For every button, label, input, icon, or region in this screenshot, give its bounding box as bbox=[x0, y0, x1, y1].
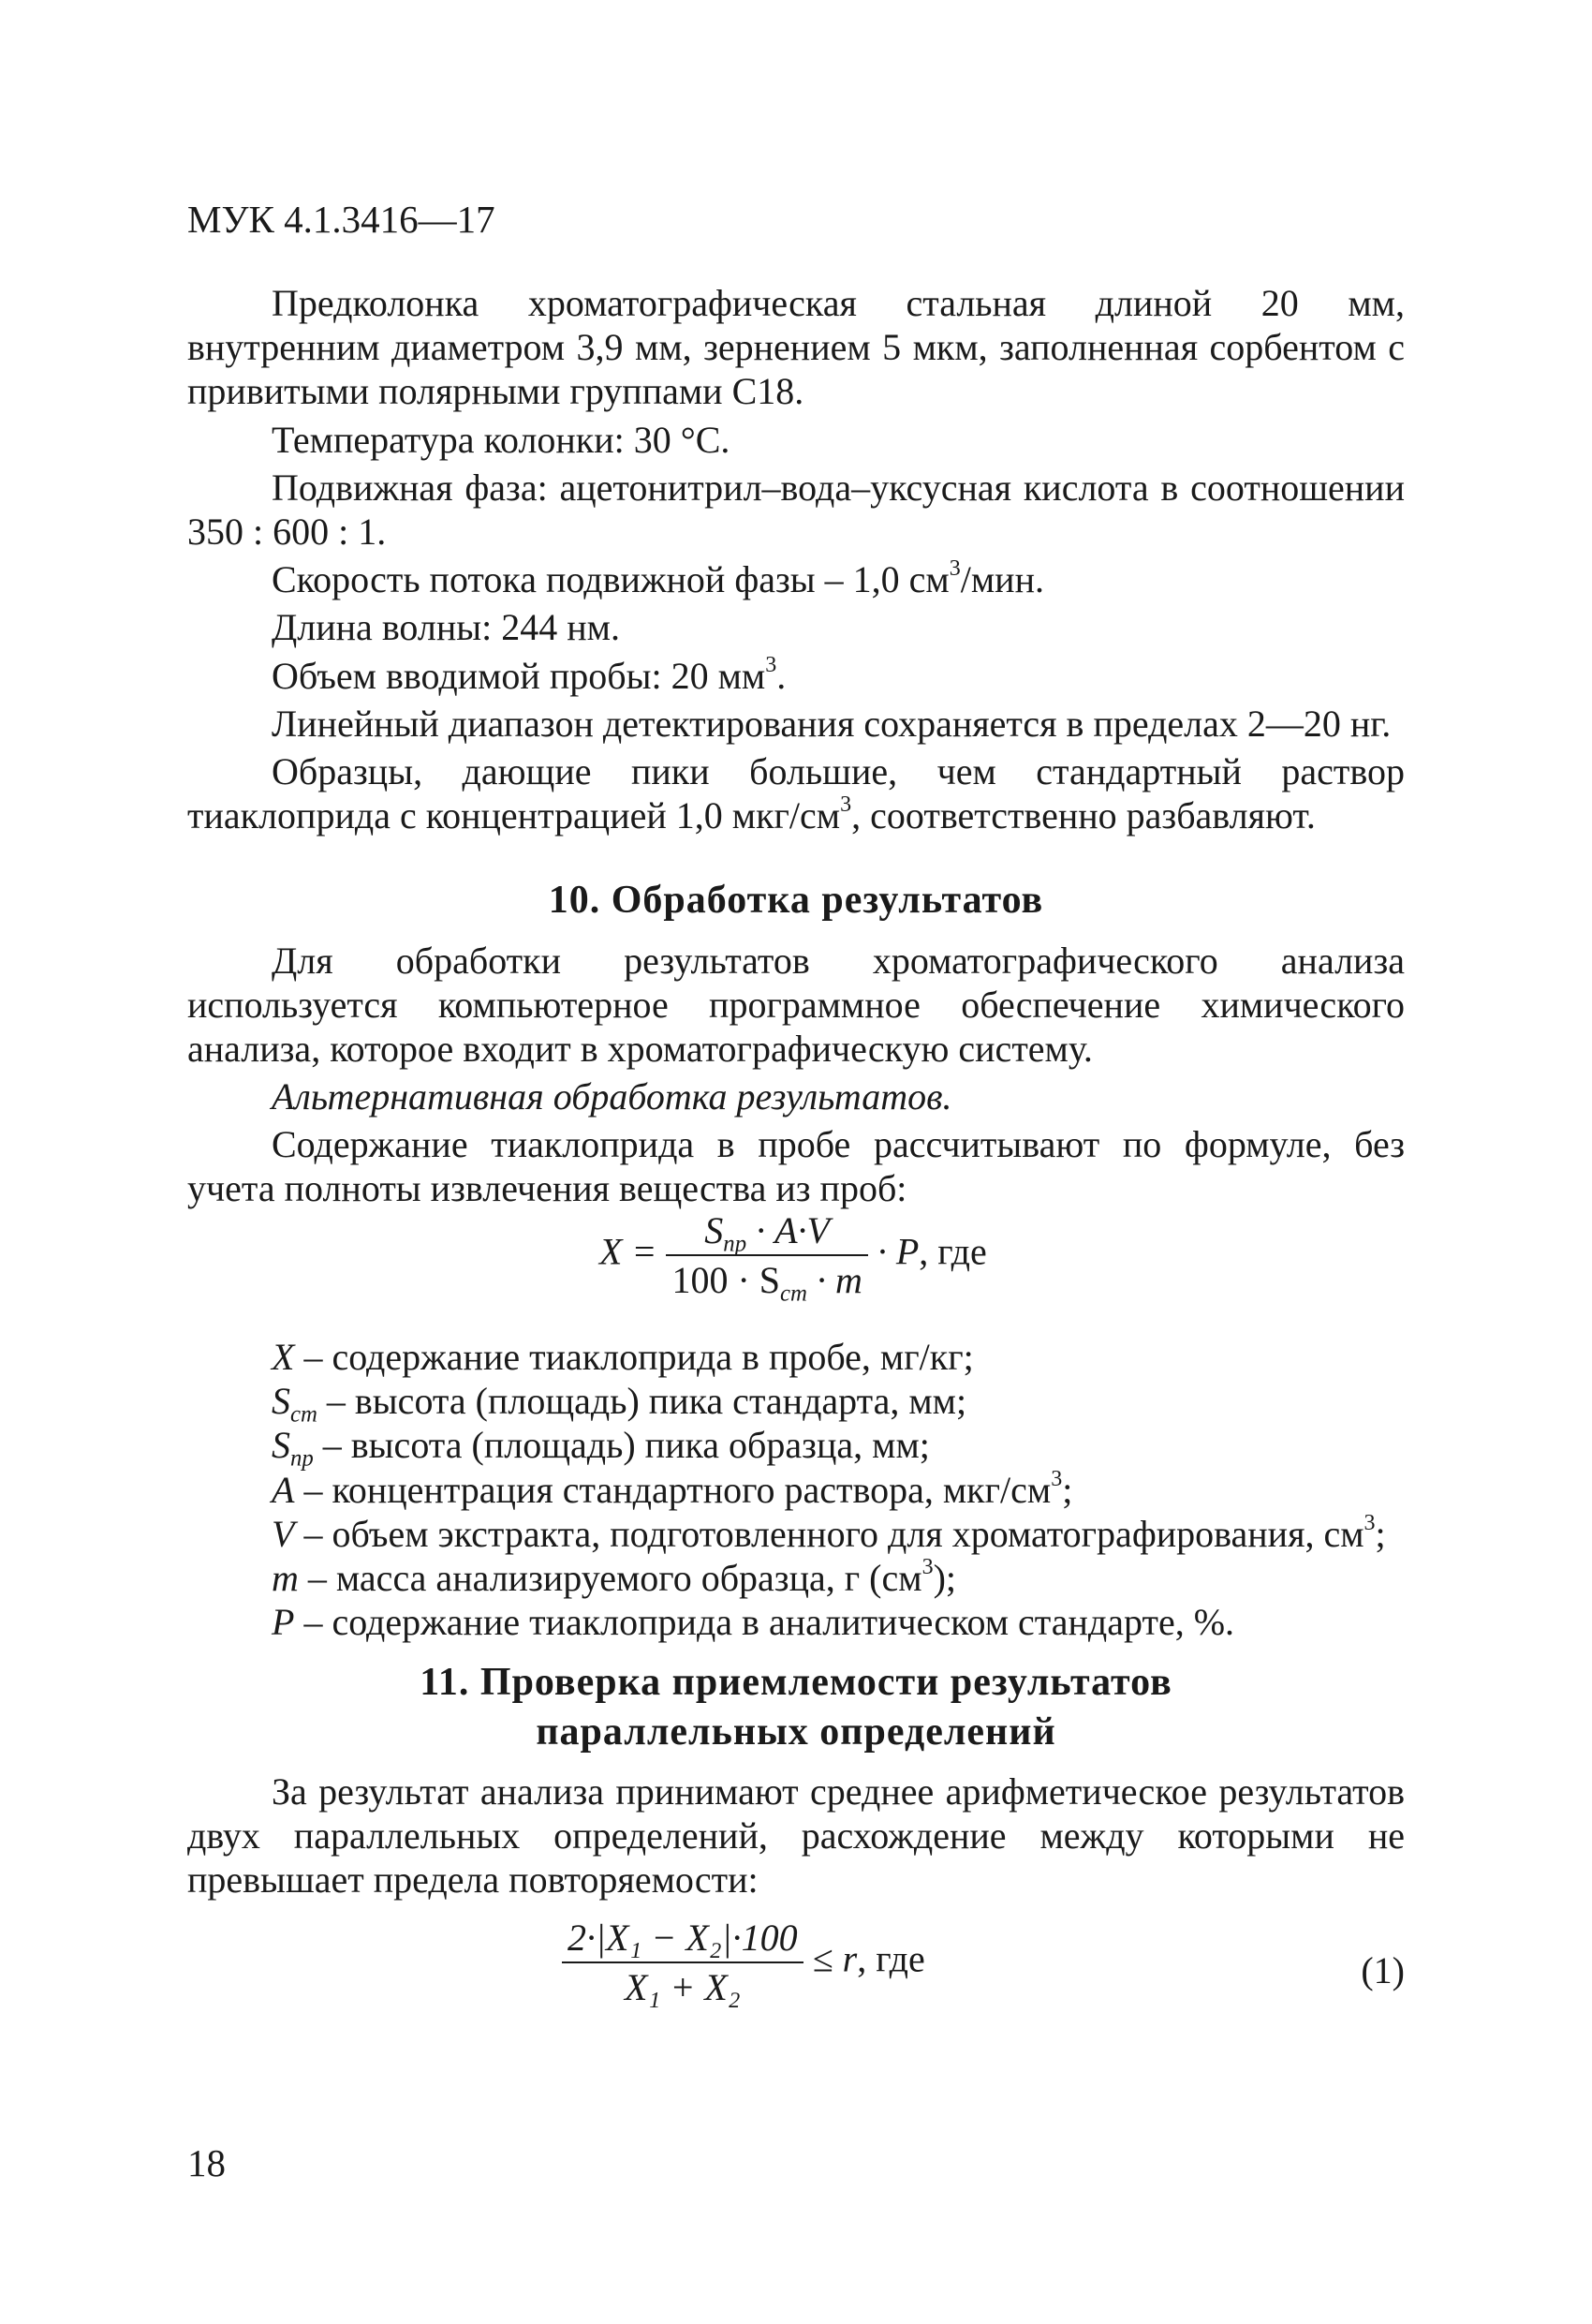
definition-v: V – объем экстракта, подготовленного для хроматографирования, $см^3$; bbox=[272, 1510, 1386, 1555]
formula-lhs: X = bbox=[599, 1230, 657, 1273]
repeatability-denominator: X₁ + X₂ bbox=[625, 1966, 741, 2009]
definitions-list bbox=[187, 1335, 1405, 1644]
formula-intro-paragraph: Содержание тиаклоприда в пробе рассчитывают по формуле, без учета полноты извлечения вещества из проб: bbox=[187, 1123, 1405, 1210]
content-formula bbox=[599, 1208, 1161, 1330]
linear-range: Линейный диапазон детектирования сохраняется в пределах 2—20 нг. bbox=[272, 702, 1392, 745]
definition-s-st: $S_{ст}$ – высота (площадь) пика стандарта, мм; bbox=[272, 1380, 967, 1428]
repeatability-rhs: ≤ r bbox=[812, 1937, 858, 1980]
repeatability-numerator: 2·|X₁ − X₂|·100 bbox=[562, 1916, 803, 1963]
page-number: 18 bbox=[187, 2141, 226, 2184]
dilution-paragraph: Образцы, дающие пики большие, чем стандартный раствор тиаклоприда с концентрацией 1,0 мкг/$см^3$, соответственно разбавляют. bbox=[187, 749, 1405, 837]
formula-fraction bbox=[666, 1208, 867, 1307]
flow-rate: Скорость потока подвижной фазы – 1,0 $см^3$/мин. bbox=[272, 556, 1044, 601]
section-10-paragraph: Для обработки результатов хроматографического анализа используется компьютерное программное обеспечение химического анализа, которое входит в хроматографическую систему. bbox=[187, 939, 1405, 1070]
mobile-phase: Подвижная фаза: ацетонитрил–вода–уксусная кислота в соотношении 350 : 600 : 1. bbox=[187, 466, 1405, 553]
alternative-processing-heading: Альтернативная обработка результатов. bbox=[272, 1075, 952, 1118]
repeatability-formula bbox=[562, 1916, 1405, 2028]
equation-number: (1) bbox=[1361, 1949, 1405, 1991]
definition-x: X – содержание тиаклоприда в пробе, мг/кг; bbox=[272, 1336, 974, 1378]
section-11 bbox=[187, 1658, 1405, 1902]
definition-a: А – концентрация стандартного раствора, мкг/$см^3$; bbox=[272, 1466, 1073, 1511]
intro-block bbox=[187, 281, 1405, 837]
repeatability-fraction bbox=[562, 1916, 803, 2009]
document-code-header: МУК 4.1.3416—17 bbox=[187, 198, 495, 241]
repeatability-suffix: , где bbox=[857, 1937, 925, 1980]
formula-rhs: · P bbox=[877, 1230, 920, 1273]
section-11-title-line2: параллельных определений bbox=[536, 1710, 1056, 1754]
section-11-title-line1: 11. Проверка приемлемости результатов bbox=[420, 1661, 1172, 1704]
formula-numerator: $S_{пр} \cdot A\cdot V$ bbox=[666, 1208, 867, 1256]
section-10 bbox=[187, 876, 1405, 1211]
formula-denominator: $100 \cdot S_{ст} \cdot m$ bbox=[671, 1259, 862, 1307]
definition-p: Р – содержание тиаклоприда в аналитическом стандарте, %. bbox=[272, 1601, 1235, 1644]
column-temperature: Температура колонки: 30 °С. bbox=[272, 418, 730, 461]
definition-m: m – масса анализируемого образца, г $(см^3)$; bbox=[272, 1554, 956, 1599]
section-11-paragraph: За результат анализа принимают среднее арифметическое результатов двух параллельных определений, расхождение между которыми не превышает предела повторяемости: bbox=[187, 1770, 1405, 1902]
definition-s-pr: $S_{пр}$ – высота (площадь) пика образца, мм; bbox=[272, 1424, 930, 1473]
section-10-title: 10. Обработка результатов bbox=[548, 879, 1044, 922]
injection-volume: Объем вводимой пробы: 20 $мм^3$. bbox=[272, 652, 787, 697]
wavelength: Длина волны: 244 нм. bbox=[272, 606, 620, 649]
precolumn-paragraph: Предколонка хроматографическая стальная длиной 20 мм, внутренним диаметром 3,9 мм, зернением 5 мкм, заполненная сорбентом с привитыми полярными группами С18. bbox=[187, 282, 1405, 413]
formula-suffix: , где bbox=[919, 1230, 987, 1273]
